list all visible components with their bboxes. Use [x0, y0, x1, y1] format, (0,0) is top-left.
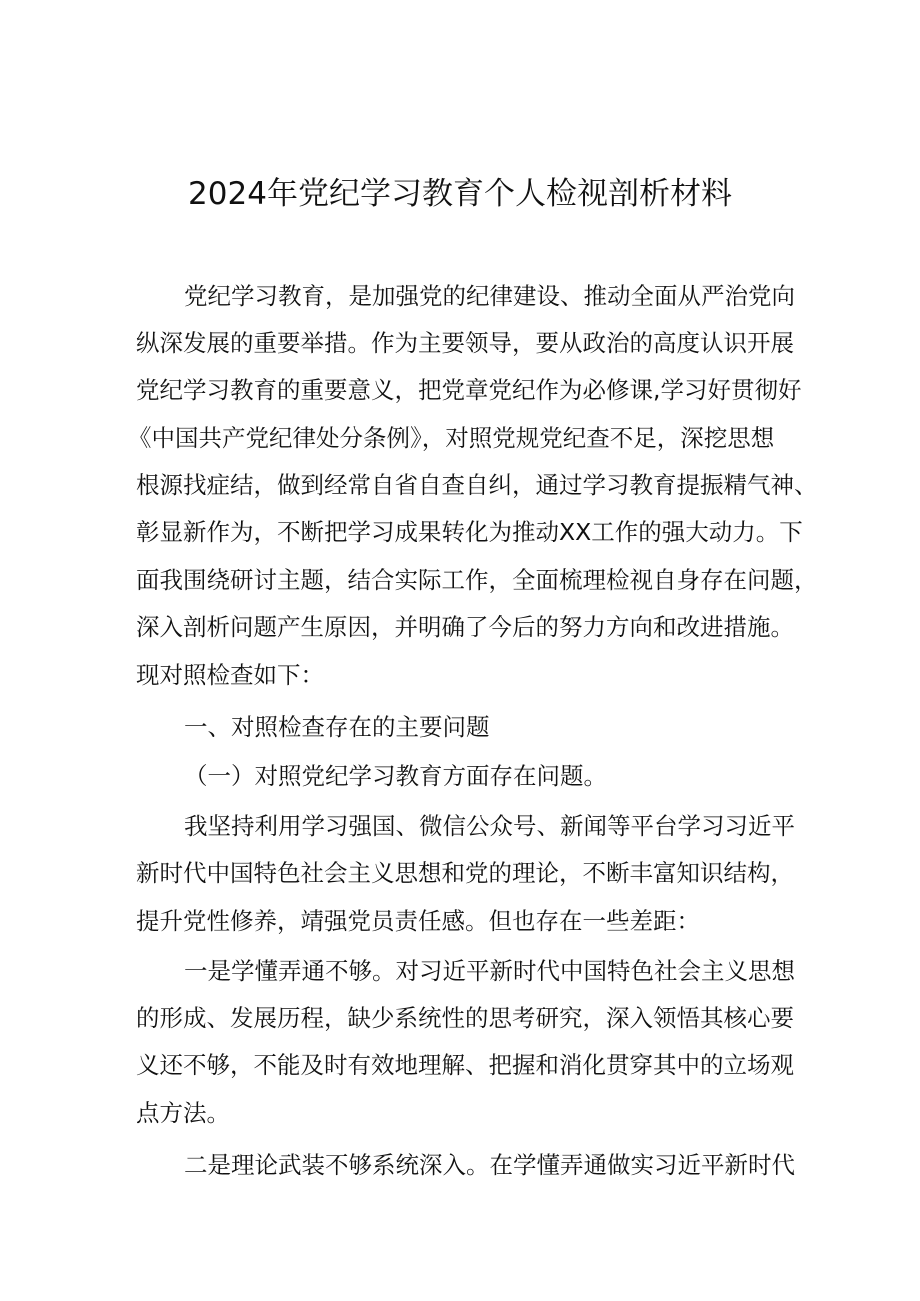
- paragraph-line: 深入剖析问题产生原因，并明确了今后的努力方向和改进措施。: [136, 613, 794, 641]
- paragraph-line: 的形成、发展历程，缺少系统性的思考研究，深入领悟其核心要: [136, 1004, 794, 1032]
- paragraph-line: 面我围绕研讨主题，结合实际工作，全面梳理检视自身存在问题，: [136, 566, 818, 594]
- paragraph-line: 提升党性修养，靖强党员责任感。但也存在一些差距：: [136, 907, 700, 935]
- section-heading: 一、对照检查存在的主要问题: [184, 713, 490, 741]
- paragraph-line: 现对照检查如下：: [136, 661, 324, 689]
- paragraph-line: 点方法。: [136, 1099, 230, 1127]
- paragraph-line: 《中国共产党纪律处分条例》，对照党规党纪查不足，深挖思想: [128, 424, 775, 452]
- paragraph-line: 根源找症结，做到经常自省自查自纠，通过学习教育提振精气神、: [136, 471, 818, 499]
- paragraph-line: 党纪学习教育，是加强党的纪律建设、推动全面从严治党向: [184, 282, 795, 310]
- paragraph-line: 纵深发展的重要举措。作为主要领导，要从政治的高度认识开展: [136, 329, 794, 357]
- document-title: 2024年党纪学习教育个人检视剖析材料: [188, 176, 732, 212]
- paragraph-line: 党纪学习教育的重要意义，把党章党纪作为必修课,学习好贯彻好: [136, 376, 802, 404]
- paragraph-line: 二是理论武装不够系统深入。在学懂弄通做实习近平新时代: [184, 1151, 795, 1179]
- paragraph-line: 一是学懂弄通不够。对习近平新时代中国特色社会主义思想: [184, 957, 795, 985]
- paragraph-line: 新时代中国特色社会主义思想和党的理论，不断丰富知识结构，: [136, 859, 794, 887]
- paragraph-line: 彰显新作为，不断把学习成果转化为推动XX工作的强大动力。下: [136, 518, 803, 546]
- subsection-heading: （一）对照党纪学习教育方面存在问题。: [184, 762, 607, 790]
- paragraph-line: 义还不够，不能及时有效地理解、把握和消化贯穿其中的立场观: [136, 1051, 794, 1079]
- paragraph-line: 我坚持利用学习强国、微信公众号、新闻等平台学习习近平: [184, 812, 795, 840]
